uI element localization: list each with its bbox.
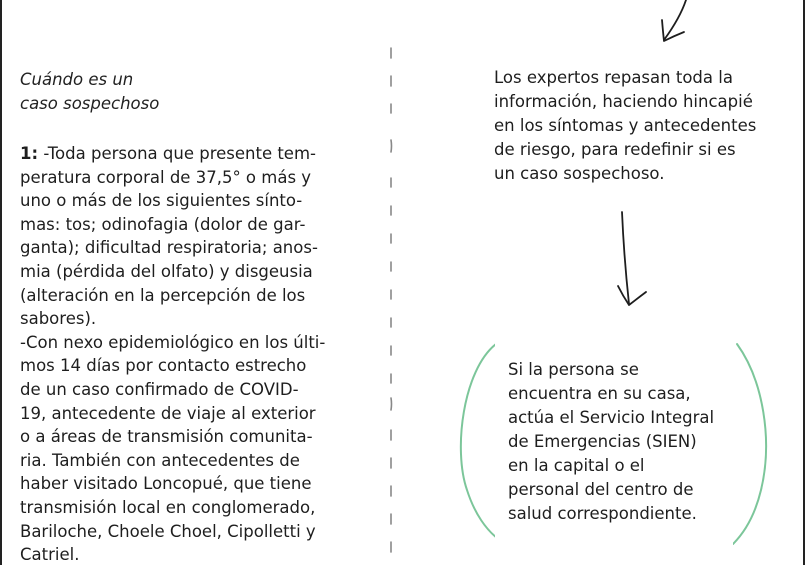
frame-left-border — [0, 0, 2, 565]
review-line: información, haciendo hincapié — [494, 92, 753, 111]
home-care-step-text — [508, 358, 748, 526]
criteria-line: Bariloche, Choele Choel, Cipolletti y — [20, 521, 316, 541]
criteria-line: -Con nexo epidemiológico en los últi- — [20, 332, 326, 352]
home-care-line: personal del centro de — [508, 480, 694, 499]
arrow-down-icon — [650, 0, 700, 48]
home-care-line: en la capital o el — [508, 456, 645, 475]
review-line: Los expertos repasan toda la — [494, 68, 733, 87]
criteria-text — [20, 142, 360, 567]
review-line: de riesgo, para redefinir si es — [494, 140, 736, 159]
criteria-line: mas: tos; odinofagia (dolor de gar- — [20, 214, 306, 234]
criteria-number: 1: — [20, 144, 39, 163]
criteria-line: uno o más de los siguientes sínto- — [20, 191, 303, 211]
criteria-line: sabores). — [20, 309, 97, 329]
home-care-line: encuentra en su casa, — [508, 384, 691, 403]
review-step-text — [494, 66, 794, 186]
heading-line-2: caso sospechoso — [20, 94, 160, 113]
criteria-line: peratura corporal de 37,5° o más y — [20, 167, 312, 187]
criteria-line: transmisión local en conglomerado, — [20, 497, 316, 517]
criteria-line: Catriel. — [20, 545, 80, 565]
section-heading — [20, 68, 360, 116]
criteria-line: de un caso confirmado de COVID- — [20, 379, 299, 399]
home-care-line: actúa el Servicio Integral — [508, 408, 715, 427]
criteria-line: ganta); dificultad respiratoria; anos- — [20, 238, 318, 258]
criteria-line: 1: -Toda persona que presente tem- — [20, 144, 316, 163]
criteria-line: (alteración en la percepción de los — [20, 285, 306, 305]
home-care-line: salud correspondiente. — [508, 504, 697, 523]
criteria-line: ria. También con antecedentes de — [20, 450, 300, 470]
left-parenthesis-bracket — [455, 340, 495, 545]
criteria-line: o a áreas de transmisión comunita- — [20, 427, 313, 447]
review-line: un caso sospechoso. — [494, 164, 665, 183]
criteria-line: haber visitado Loncopué, que tiene — [20, 474, 312, 494]
home-care-line: de Emergencias (SIEN) — [508, 432, 697, 451]
arrow-down-icon — [608, 208, 658, 312]
dashed-divider — [386, 0, 396, 565]
heading-line-1: Cuándo es un — [20, 70, 134, 89]
review-line: en los síntomas y antecedentes — [494, 116, 757, 135]
home-care-line: Si la persona se — [508, 360, 639, 379]
criteria-line: 19, antecedente de viaje al exterior — [20, 403, 316, 423]
criteria-line: mos 14 días por contacto estrecho — [20, 356, 307, 376]
criteria-line: mia (pérdida del olfato) y disgeusia — [20, 261, 313, 281]
